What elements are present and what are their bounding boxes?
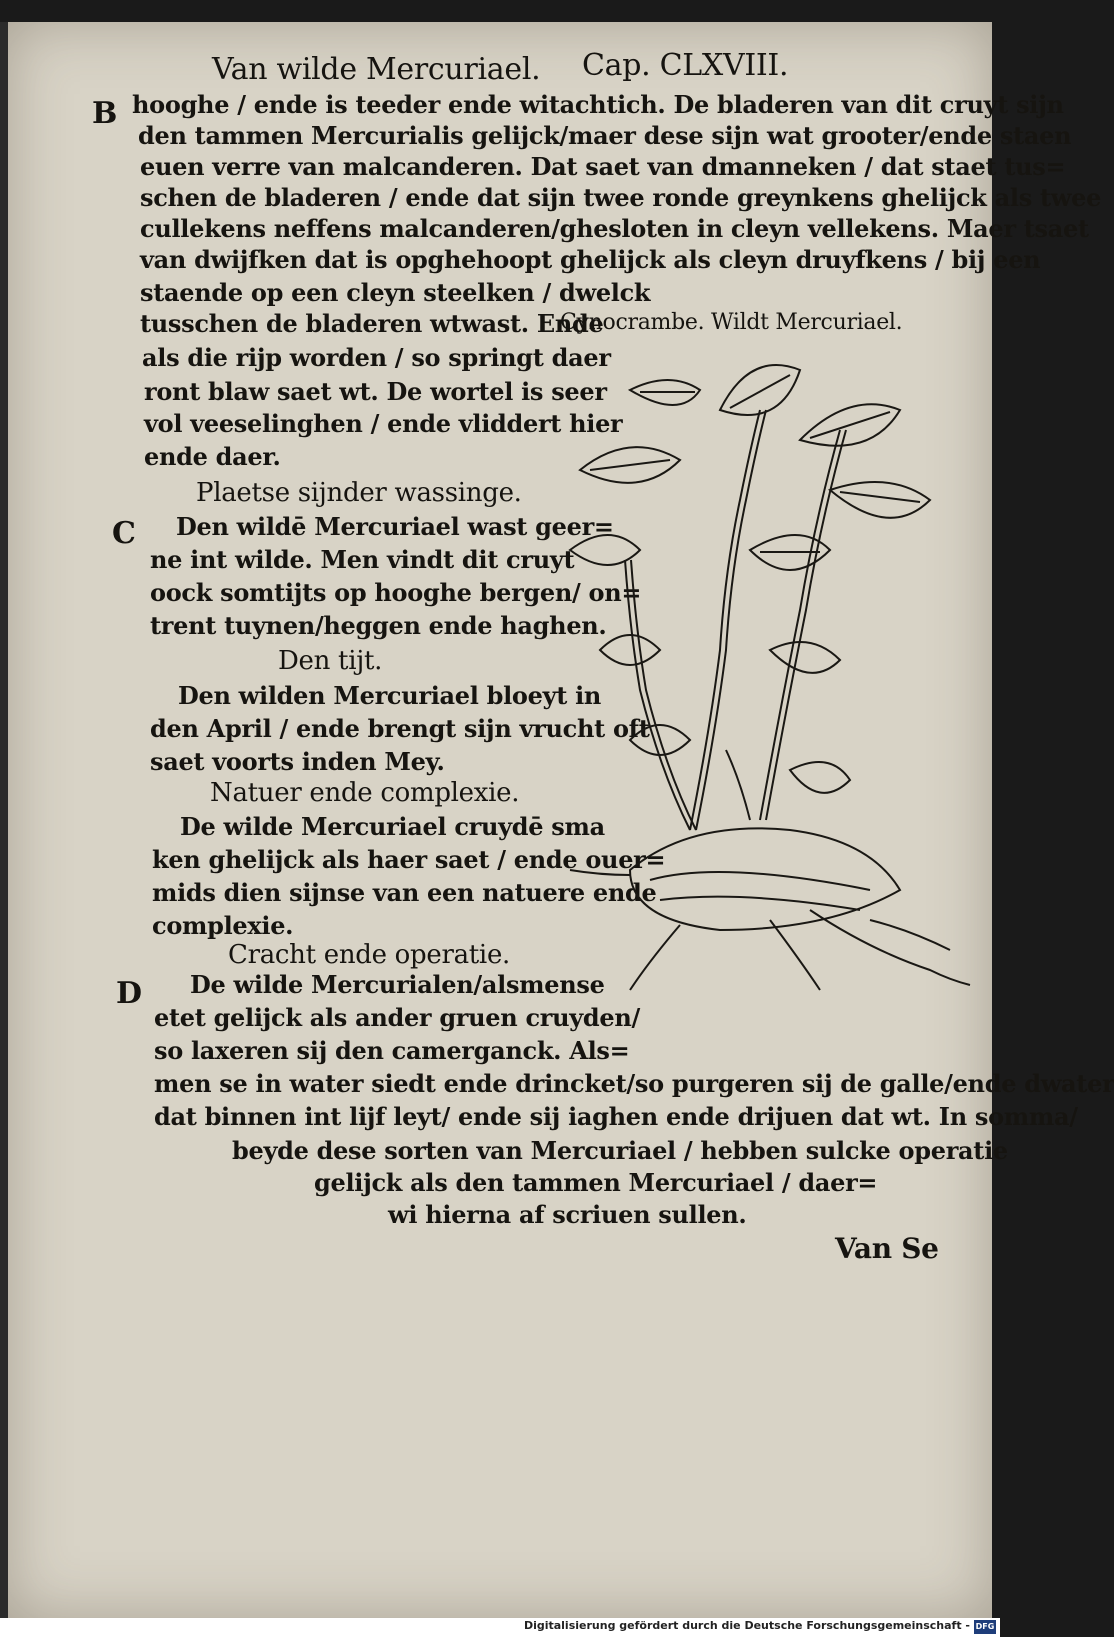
catchword: Van Se [835, 1232, 939, 1265]
margin-marker-b: B [92, 96, 118, 131]
footer-text: Digitalisierung gefördert durch die Deutsche Forschungsgemeinschaft - [523, 1619, 970, 1632]
woodcut-plant-illustration [570, 350, 970, 1030]
body-line-7: staende op een cleyn steelken / dwelck [140, 278, 651, 307]
section-heading-power: Cracht ende operatie. [228, 940, 510, 970]
place-line-2: ne int wilde. Men vindt dit cruyt [150, 545, 575, 574]
margin-marker-c: C [112, 516, 136, 551]
body-line-5: cullekens neffens malcanderen/ghesloten in cleyn vellekens. Maer tsaet [140, 214, 1089, 243]
nature-line-2: ken ghelijck als haer saet / ende ouer= [152, 845, 666, 874]
margin-marker-d: D [116, 976, 143, 1011]
body-line-6: van dwijfken dat is opghehoopt ghelijck als cleyn druyfkens / bij een [140, 245, 1041, 274]
time-line-1: Den wilden Mercuriael bloeyt in [178, 681, 602, 710]
section-heading-nature: Natuer ende complexie. [210, 778, 520, 808]
place-line-4: trent tuynen/heggen ende haghen. [150, 611, 607, 640]
body-line-4: schen de bladeren / ende dat sijn twee ronde greynkens ghelijck als twee [140, 183, 1102, 212]
chapter-number: Cap. CLXVIII. [582, 48, 789, 83]
leaf [770, 642, 840, 673]
running-title: Van wilde Mercuriael. [212, 52, 541, 87]
digitization-footer [0, 1618, 1000, 1637]
section-heading-place: Plaetse sijnder wassinge. [196, 478, 522, 508]
nature-line-4: complexie. [152, 911, 294, 940]
power-line-1: De wilde Mercurialen/alsmense [190, 970, 605, 999]
time-line-2: den April / ende brengt sijn vrucht oft [150, 714, 650, 743]
power-line-4: men se in water siedt ende drincket/so purgeren sij de galle/ende dwater [154, 1069, 1114, 1098]
left-edge [0, 22, 8, 1618]
body-line-3: euen verre van malcanderen. Dat saet van dmanneken / dat staet tus= [140, 152, 1066, 181]
leaf [790, 762, 850, 793]
body-line-2: den tammen Mercurialis gelijck/maer dese sijn wat grooter/ende staen [138, 121, 1072, 150]
body-line-8: tusschen de bladeren wtwast. Ende [140, 309, 604, 338]
place-line-3: oock somtijts op hooghe bergen/ on= [150, 578, 642, 607]
leaf [600, 635, 660, 665]
root-mass [630, 828, 900, 930]
dfg-logo: DFG [974, 1620, 996, 1634]
stem-main [690, 410, 760, 830]
body-line-12: ende daer. [144, 442, 281, 471]
place-line-1: Den wildē Mercuriael wast geer= [176, 512, 614, 541]
stem-right [760, 430, 840, 820]
nature-line-3: mids dien sijnse van een natuere ende [152, 878, 657, 907]
nature-line-1: De wilde Mercuriael cruydē sma [180, 812, 605, 841]
body-line-10: ront blaw saet wt. De wortel is seer [144, 377, 607, 406]
figure-caption: Cynocrambe. Wildt Mercuriael. [560, 310, 903, 335]
power-line-8: wi hierna af scriuen sullen. [388, 1200, 747, 1229]
power-line-7: gelijck als den tammen Mercuriael / daer= [314, 1168, 878, 1197]
time-line-3: saet voorts inden Mey. [150, 747, 445, 776]
power-line-3: so laxeren sij den camerganck. Als= [154, 1036, 630, 1065]
power-line-5: dat binnen int lijf leyt/ ende sij iaghen ende drijuen dat wt. In somma/ [154, 1102, 1078, 1131]
power-line-2: etet gelijck als ander gruen cruyden/ [154, 1003, 640, 1032]
power-line-6: beyde dese sorten van Mercuriael / hebben sulcke operatie [232, 1136, 1008, 1165]
body-line-1: hooghe / ende is teeder ende witachtich. De bladeren van dit cruyt sijn [132, 90, 1064, 119]
body-line-11: vol veeselinghen / ende vliddert hier [144, 409, 623, 438]
body-line-9: als die rijp worden / so springt daer [142, 343, 611, 372]
leaf [830, 482, 930, 518]
leaf [570, 535, 640, 565]
section-heading-time: Den tijt. [278, 646, 383, 676]
